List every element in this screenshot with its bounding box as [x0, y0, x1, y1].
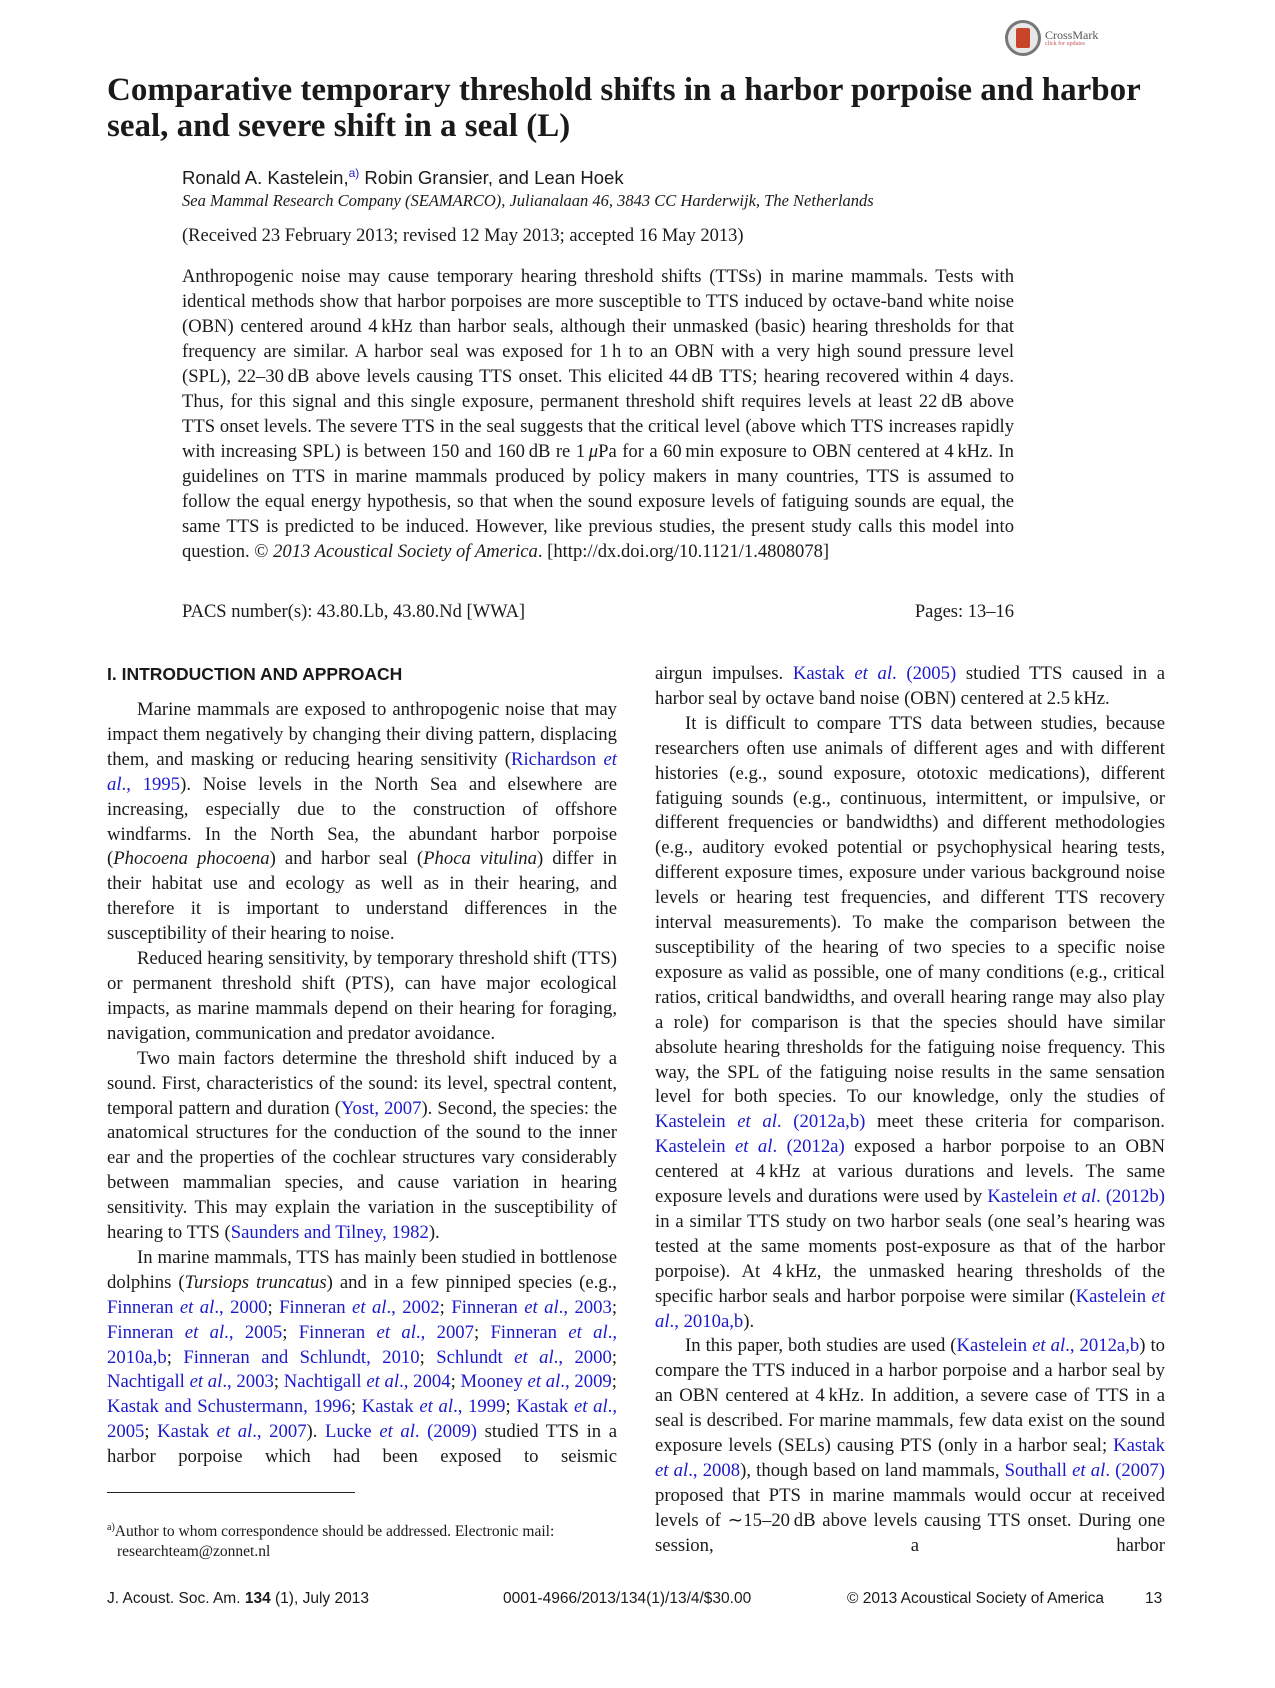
text-run: in a similar TTS study on two harbor seals (one seal’s hearing was tested at the same moments post-exposure as that of the harbor porpoise). At 4 kHz, the unmasked hearing thresholds of the specific harbor seals and harbor porpoise were similar ( [655, 1210, 1165, 1307]
article-title: Comparative temporary threshold shifts in a harbor porpoise and harbor seal, and severe shift in a seal (L) [107, 72, 1141, 144]
citation-link[interactable]: ., 2007 [415, 1321, 474, 1343]
text-run: ). [306, 1421, 326, 1443]
citation-link[interactable]: Nachtigall [283, 1371, 367, 1393]
citation-link[interactable]: et al [366, 1371, 400, 1393]
text-run: ; [267, 1296, 280, 1318]
citation-link[interactable]: . (2007) [1105, 1460, 1165, 1481]
citation-link[interactable]: Finneran [107, 1296, 180, 1318]
citation-link[interactable]: ., 2002 [386, 1296, 440, 1318]
paragraph [107, 1246, 617, 1470]
received-dates: (Received 23 February 2013; revised 12 May 2013; accepted 16 May 2013) [182, 226, 744, 246]
citation-link[interactable]: ., 2010a,b [107, 1321, 618, 1368]
citation-link[interactable]: Finneran [451, 1296, 525, 1318]
citation-link[interactable]: et al [1032, 1335, 1066, 1357]
citation-link[interactable]: Kastelein [987, 1186, 1063, 1208]
text-run: ; [166, 1346, 184, 1368]
citation-link[interactable]: Finneran [279, 1296, 353, 1318]
text-run: ; [450, 1371, 461, 1393]
citation-link[interactable]: ., 1995 [121, 773, 181, 795]
citation-link[interactable]: ., 2005 [107, 1396, 618, 1443]
paragraph [655, 662, 1165, 712]
text-run: ; [505, 1396, 517, 1418]
text-run: Marine mammals are exposed to anthropogenic noise that may impact them negatively by changing their diving pattern, displacing them, and masking or reducing hearing sensitivity ( [107, 699, 617, 770]
citation-link[interactable]: Kastelein [655, 1136, 736, 1158]
pacs-numbers: PACS number(s): 43.80.Lb, 43.80.Nd [WWA] [182, 602, 526, 622]
text-run: ). [743, 1310, 755, 1332]
text-run: Reduced hearing sensitivity, by temporary threshold shift (TTS) or permanent threshold shift (PTS), can have major ecological impacts, as marine mammals depend on their hearing for foraging, navigation, communication and predator avoidance. [107, 948, 617, 1044]
footnote-divider [107, 1492, 355, 1493]
citation-link[interactable]: et al [854, 663, 893, 684]
citation-link[interactable]: ., 2009 [560, 1371, 612, 1393]
citation-link[interactable]: Southall [1004, 1460, 1073, 1481]
citation-link[interactable]: . (2012a) [772, 1136, 845, 1158]
journal-volume: 134 [244, 1590, 271, 1607]
text-run: meet these criteria for comparison. [865, 1111, 1165, 1133]
text-run: In marine mammals, TTS has mainly been studied in bottlenose dolphins ( [107, 1246, 617, 1293]
abstract [182, 264, 1014, 564]
author-footnote-link[interactable]: a) [348, 166, 360, 180]
text-run: ; [611, 1371, 617, 1393]
citation-link[interactable]: et al [514, 1346, 554, 1368]
text-run: ; [273, 1371, 284, 1393]
crossmark-sub: click for updates [1045, 41, 1085, 47]
page-number: 13 [1145, 1590, 1163, 1607]
crossmark-icon [1005, 20, 1041, 56]
citation-link[interactable]: Kastak [516, 1396, 574, 1418]
paragraph [107, 698, 617, 947]
citation-link[interactable]: Richardson [511, 748, 604, 770]
citation-link[interactable]: ., 2003 [558, 1296, 612, 1318]
citation-link[interactable]: Schlundt [436, 1346, 515, 1368]
text-run: Pa for a 60 min exposure to OBN centered at 4 kHz. In guidelines on TTS in marine mammals produced by policy makers in many countries, TTS is assumed to follow the equal energy hypothesis, so that when the sound exposure levels of fatiguing sounds are equal, the same TTS is predicted to be induced. However, like previous studies, the present study calls this model into question. © [182, 441, 1014, 562]
section-heading: I. INTRODUCTION AND APPROACH [107, 664, 403, 684]
text-run: Two main factors determine the threshold shift induced by a sound. First, characteristics of the sound: its level, spectral content, temporal pattern and duration ( [107, 1047, 617, 1119]
citation-link[interactable]: Kastak [1113, 1435, 1165, 1457]
text-run: studied TTS in a harbor porpoise which had been exposed to seismic [107, 1421, 618, 1468]
text-run: ) and harbor seal ( [269, 848, 424, 870]
text-run: ; [282, 1321, 299, 1343]
text-run: ; [439, 1296, 452, 1318]
text-run: In this paper, both studies are used ( [685, 1335, 957, 1357]
citation-link[interactable]: Kastelein [655, 1111, 738, 1133]
text-run: ; [473, 1321, 491, 1343]
italic-text: Phocoena phocoena [113, 848, 270, 870]
citation-link[interactable]: Finneran and Schlundt, 2010 [183, 1346, 420, 1368]
text-run: It is difficult to compare TTS data between studies, because researchers often use animals of different ages and with different histories (e.g., sound exposure, ototoxic medications), different fatiguing sounds (e.g., continuous, intermittent, or impulsive, or different frequencies or bandwidths) and different methodologies (e.g., auditory evoked potential or psychophysical hearing tests, different exposure times, exposure under various background noise levels or hearing test frequencies, and different TTS recovery interval measurements). To make the comparison between the susceptibility of the hearing of two species to a specific noise exposure as valid as possible, one of many conditions (e.g., critical ratios, critical bandwidths, and overall hearing range may also play a role) for comparison is that the species should have similar absolute hearing thresholds for the fatiguing noise frequency. This way, the SPL of the fatiguing noise results in the same sensation level for both species. To our knowledge, only the studies of [655, 712, 1165, 1108]
citation-link[interactable]: et al [655, 1285, 1166, 1332]
footer-journal [107, 1590, 369, 1608]
citation-link[interactable]: Kastak [361, 1396, 420, 1418]
text-run: ; [419, 1346, 437, 1368]
citation-link[interactable]: Finneran [107, 1321, 185, 1343]
citation-link[interactable]: et al [524, 1296, 559, 1318]
citation-link[interactable]: et al [352, 1296, 387, 1318]
text-run: Anthropogenic noise may cause temporary hearing threshold shifts (TTSs) in marine mammals. Tests with identical methods show that harbor porpoises are more susceptible to TTS induced by octave-band white noise (OBN) centered around 4 kHz than harbor seals, although their unmasked (basic) hearing thresholds for that frequency are similar. A harbor seal was exposed for 1 h to an OBN with a very high sound pressure level (SPL), 22–30 dB above levels causing TTS onset. This elicited 44 dB TTS; hearing recovered within 4 days. Thus, for this signal and this single exposure, permanent threshold shift requires levels at least 22 dB above TTS onset levels. The severe TTS in the seal suggests that the critical level (above which TTS increases rapidly with increasing SPL) is between 150 and 160 dB re 1 [182, 266, 1014, 462]
citation-link[interactable]: et al [527, 1371, 561, 1393]
citation-link[interactable]: Kastelein [956, 1335, 1033, 1357]
footnote-mark: a) [107, 1522, 115, 1533]
text-run: exposed a harbor porpoise to an OBN centered at 4 kHz at various durations and levels. The same exposure levels and durations were used by [655, 1136, 1165, 1208]
citation-link[interactable]: et al [568, 1321, 608, 1343]
text-run: ; [144, 1421, 158, 1443]
footer-copyright: © 2013 Acoustical Society of America [847, 1590, 1104, 1607]
citation-link[interactable]: ., 2000 [214, 1296, 268, 1318]
citation-link[interactable]: . (2005) [892, 663, 957, 684]
text-run: proposed that PTS in marine mammals would occur at received levels of ∼15–20 dB above levels causing TTS onset. During one session, a harbor [655, 1484, 1165, 1556]
italic-text: Phoca vitulina [423, 848, 537, 870]
text-run: ) differ in their habitat use and ecology as well as in their hearing, and therefore it is important to understand differences in the susceptibility of their hearing to noise. [107, 848, 617, 945]
citation-link[interactable]: Nachtigall [107, 1371, 190, 1393]
citation-link[interactable]: Saunders and Tilney, 1982 [230, 1222, 429, 1244]
citation-link[interactable]: ., 2004 [399, 1371, 451, 1393]
paragraph [655, 712, 1165, 1335]
citation-link[interactable]: Mooney [460, 1371, 528, 1393]
citation-link[interactable]: Lucke [325, 1421, 380, 1443]
page-range: Pages: 13–16 [914, 602, 1014, 622]
citation-link[interactable]: et al [419, 1396, 454, 1418]
paragraph [107, 947, 617, 1047]
footnote-text: Author to whom correspondence should be addressed. Electronic mail: [114, 1523, 555, 1541]
footer-code: 0001-4966/2013/134(1)/13/4/$30.00 [503, 1590, 752, 1607]
affiliation: Sea Mammal Research Company (SEAMARCO), Julianalaan 46, 3843 CC Harderwijk, The Netherlands [182, 191, 874, 210]
text-run: ), though based on land mammals, [740, 1460, 1005, 1481]
citation-link[interactable]: ., 2003 [222, 1371, 274, 1393]
right-column [655, 662, 1165, 1559]
italic-text: μ [588, 441, 599, 462]
authors-rest: Robin Gransier, and Lean Hoek [359, 167, 624, 189]
citation-link[interactable]: et al [184, 1321, 225, 1343]
authors [182, 166, 624, 189]
crossmark-badge[interactable] [1005, 20, 1098, 56]
citation-link[interactable]: Kastak [157, 1421, 217, 1443]
footnote [107, 1518, 617, 1562]
citation-link[interactable]: . (2012b) [1096, 1186, 1165, 1208]
citation-link[interactable]: et al [655, 1460, 689, 1481]
citation-link[interactable]: et al [107, 748, 617, 795]
citation-link[interactable]: Kastak [792, 663, 855, 684]
citation-link[interactable]: et al [573, 1396, 608, 1418]
text-run: ). Second, the species: the anatomical structures for the conduction of the sound to the inner ear and the properties of the cochlear structures vary considerably between mammalian species, and cause variation in hearing sensitivity. This may explain the variation in the susceptibility of hearing to TTS ( [107, 1097, 617, 1244]
paragraph [107, 1047, 617, 1246]
left-column [107, 662, 617, 1470]
italic-text: Tursiops truncatus [184, 1271, 327, 1293]
text-run: ). [428, 1222, 440, 1244]
text-run: ). Noise levels in the North Sea and elsewhere are increasing, especially due to the construction of offshore windfarms. In the North Sea, the abundant harbor porpoise ( [107, 773, 618, 870]
text-run: ) and in a few pinniped species (e.g., [326, 1271, 617, 1293]
text-run: . [http://dx.doi.org/10.1121/1.4808078] [537, 541, 830, 562]
citation-link[interactable]: ., 2012a,b [1065, 1335, 1140, 1357]
crossmark-label: CrossMark [1045, 28, 1099, 42]
citation-link[interactable]: Finneran [490, 1321, 569, 1343]
citation-link[interactable]: Kastelein [1075, 1285, 1152, 1307]
citation-link[interactable]: et al [189, 1371, 223, 1393]
text-run: airgun impulses. [655, 663, 793, 684]
citation-link[interactable]: Finneran [298, 1321, 377, 1343]
paragraph [655, 1334, 1165, 1558]
citation-link[interactable]: et al [1072, 1460, 1106, 1481]
citation-link[interactable]: et al [379, 1421, 415, 1443]
citation-link[interactable]: ., 2000 [553, 1346, 612, 1368]
citation-link[interactable]: et al [179, 1296, 215, 1318]
citation-link[interactable]: et al [1062, 1186, 1097, 1208]
citation-link[interactable]: ., 1999 [453, 1396, 506, 1418]
italic-text: 2013 Acoustical Society of America [273, 541, 538, 562]
text-run: studied TTS caused in a harbor seal by octave band noise (OBN) centered at 2.5 kHz. [655, 663, 1165, 709]
text-run: ; [611, 1346, 618, 1368]
text-run: ; [611, 1296, 618, 1318]
footnote-email[interactable]: researchteam@zonnet.nl [117, 1543, 271, 1561]
citation-link[interactable]: ., 2005 [224, 1321, 283, 1343]
citation-link[interactable]: Kastak and Schustermann, 1996 [107, 1396, 351, 1418]
citation-link[interactable]: ., 2007 [252, 1421, 307, 1443]
text-run: ; [350, 1396, 362, 1418]
citation-link[interactable]: Yost, 2007 [340, 1097, 422, 1119]
citation-link[interactable]: et al [737, 1111, 777, 1133]
journal-name: J. Acoust. Soc. Am. [107, 1590, 245, 1607]
journal-issue: (1), July 2013 [270, 1590, 369, 1607]
citation-link[interactable]: . (2012a,b) [776, 1111, 866, 1133]
citation-link[interactable]: ., 2010a,b [669, 1310, 744, 1332]
citation-link[interactable]: . (2009) [414, 1421, 477, 1443]
author-1: Ronald A. Kastelein, [182, 167, 349, 189]
citation-link[interactable]: et al [216, 1421, 253, 1443]
citation-link[interactable]: ., 2008 [688, 1460, 741, 1481]
citation-link[interactable]: et al [735, 1136, 773, 1158]
text-run: ) to compare the TTS induced in a harbor porpoise and a harbor seal by an OBN centered at 4 kHz. In addition, a severe case of TTS in a seal is described. For marine mammals, few data exist on the sound exposure levels (SELs) causing PTS (only in a harbor seal; [655, 1335, 1165, 1457]
citation-link[interactable]: et al [376, 1321, 416, 1343]
